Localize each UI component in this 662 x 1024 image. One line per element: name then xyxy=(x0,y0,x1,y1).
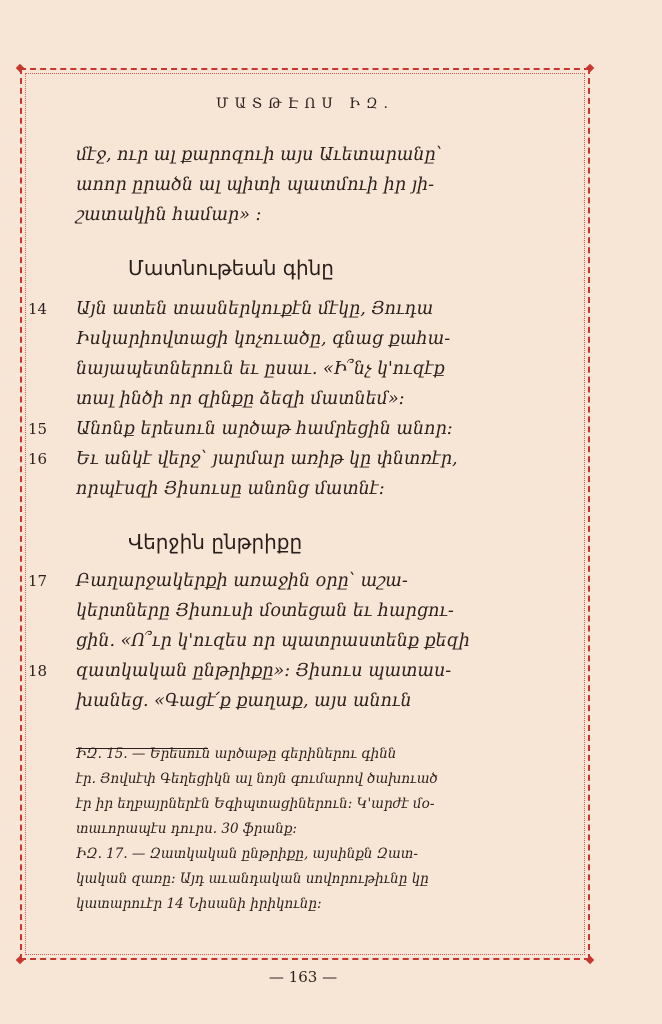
footnote-line: կատարուէր 14 Նիսանի իրիկունը: xyxy=(76,896,322,912)
verse-line: կերտները Յիսուսի մօտեցան եւ հարցու- xyxy=(76,601,454,621)
footnote-line: էր իր եղբայրներէն Եգիպտացիներուն: Կ'արժէ մօ- xyxy=(76,796,435,812)
verse-line: 14 Այն ատեն տասներկուքէն մէկը, Յուդա xyxy=(76,294,536,324)
footnote-line: էր. Յովսէփ Գեղեցիկն ալ նոյն գումարով ծախուած xyxy=(76,771,438,787)
verse-line: 15 Անոնք երեսուն արծաթ համրեցին անոր: xyxy=(76,414,536,444)
verse-number: 18 xyxy=(28,662,48,680)
footnotes xyxy=(76,742,536,917)
intro-paragraph xyxy=(76,140,536,230)
running-head: ՄԱՏԹԷՈՍ ԻԶ. xyxy=(216,96,394,112)
footnote-line: կական զառը: Այդ աւանդական սովորութիւնը կը xyxy=(76,871,429,887)
section-heading: Վերջին ընթրիքը xyxy=(128,530,303,554)
footnote-line: տաւորապէս դուրս. 30 ֆրանք: xyxy=(76,821,297,837)
verse-line: խանեց. «Գացէ՛ք քաղաք, այս անուն xyxy=(76,691,412,711)
text-line: աոոր ըրածն ալ պիտի պատմուի իր յի- xyxy=(76,175,435,195)
verse-line: 16 Եւ անկէ վերջ՝ յարմար առիթ կը փնտռէր, xyxy=(76,444,536,474)
verse-number: 14 xyxy=(28,300,48,318)
verse-number: 17 xyxy=(28,572,48,590)
verse-line: Իսկարիովտացի կոչուածը, գնաց քահա- xyxy=(76,329,451,349)
verse-line: նայապետներուն եւ ըսաւ. «Ի՞նչ կ'ուզէք xyxy=(76,359,445,379)
verse-number: 15 xyxy=(28,420,48,438)
verse-line: 18 զատկական ընթրիքը»: Յիսուս պատաս- xyxy=(76,656,536,686)
page-number: — 163 — xyxy=(268,968,338,986)
verse-line: որպէսզի Յիսուսը անոնց մատնէ: xyxy=(76,479,385,499)
verse-line: ցին. «Ո՞ւր կ'ուզես որ պատրաստենք քեզի xyxy=(76,631,470,651)
section1-text xyxy=(28,294,536,504)
border-corner-ornament xyxy=(586,956,594,964)
footnote-line: ԻԶ. 15. — Երեսուն արծաթը գերիներու գինն xyxy=(76,746,397,762)
text-line: շատակին համար» : xyxy=(76,205,262,225)
verse-line: 17 Բաղարջակերքի առաջին օրը՝ աշա- xyxy=(76,566,536,596)
verse-line: տալ ինծի որ զինքը ձեզի մատնեմ»: xyxy=(76,389,405,409)
verse-number: 16 xyxy=(28,450,48,468)
footnote-line: ԻԶ. 17. — Զատկական ընթրիքը, այսինքն Զատ- xyxy=(76,846,418,862)
section2-text xyxy=(28,566,536,716)
text-line: մէջ, ուր ալ քարոզուի այս Աւետարանը՝ xyxy=(76,145,443,165)
section-heading: Մատնութեան գինը xyxy=(128,256,334,280)
